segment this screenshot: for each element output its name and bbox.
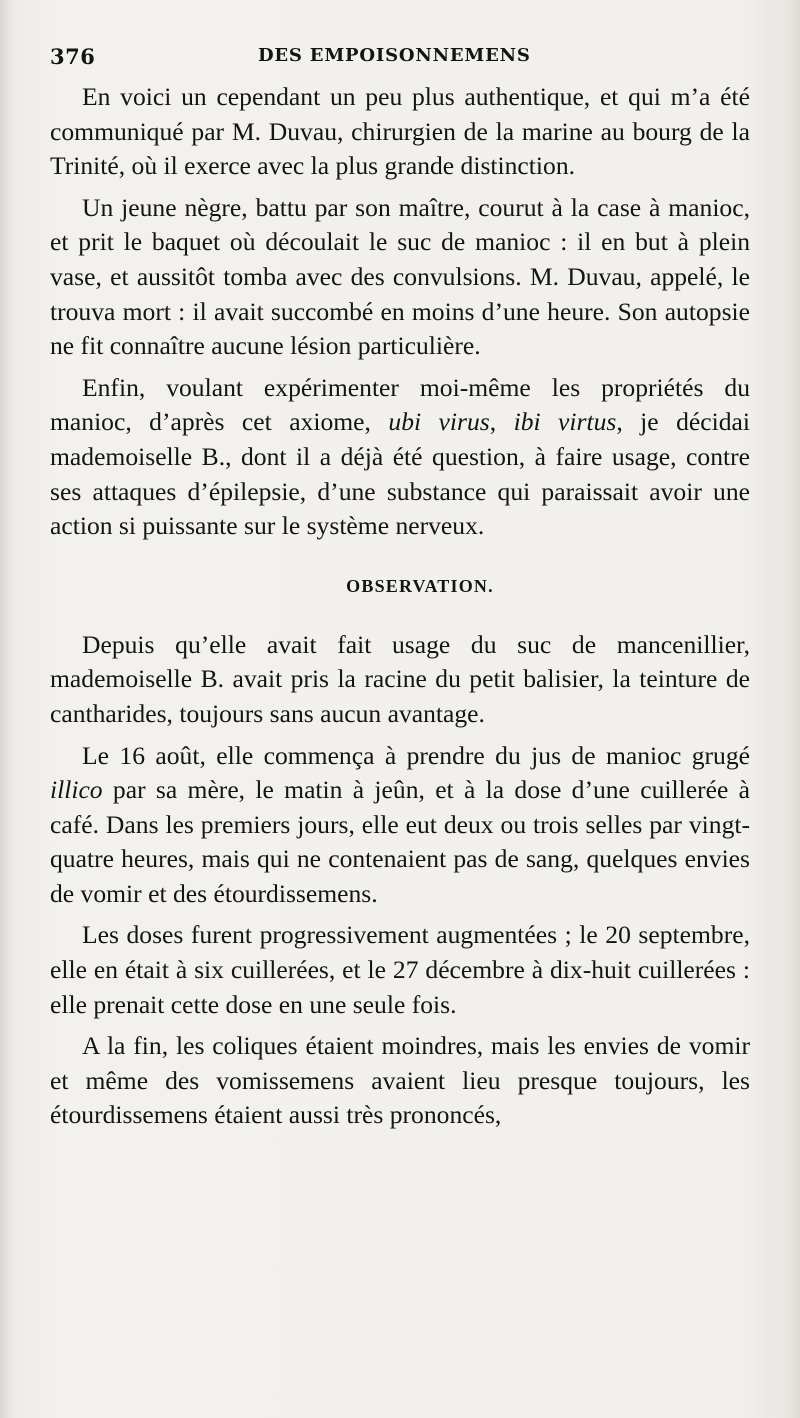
latin-phrase-1: ubi virus — [388, 407, 490, 437]
paragraph-3-part-c: , je décidai mademoiselle B., dont il a déjà été question, à faire usage, contre ses attaques d’épilepsie, d’une substance qui paraissait avoir une action si puissante sur le système nerveux. — [50, 407, 750, 541]
paragraph-6: Les doses furent progressivement augmentées ; le 20 septembre, elle en était à six cuillerées, et le 27 décembre à dix-huit cuillerées : elle prenait cette dose en une seule fois. — [50, 920, 750, 1019]
paragraph-5-part-b: par sa mère, le matin à jeûn, et à la dose d’une cuillerée à café. Dans les premiers jours, elle eut deux ou trois selles par vingt-quatre heures, mais qui ne contenaient pas de sang, quelques envies de vomir et des étourdissemens. — [50, 775, 750, 908]
paragraph-5 — [50, 739, 750, 912]
running-head: DES EMPOISONNEMENS — [258, 45, 531, 66]
paragraph-3 — [50, 371, 750, 544]
paragraph-4: Depuis qu’elle avait fait usage du suc de mancenillier, mademoiselle B. avait pris la racine du petit balisier, la teinture de cantharides, toujours sans aucun avantage. — [50, 629, 750, 728]
page-number: 376 — [50, 44, 96, 69]
paragraph-5-part-a: Le 16 août, elle commença à prendre du jus de manioc grugé — [82, 740, 750, 770]
paragraph-1: En voici un cependant un peu plus authentique, et qui m’a été communiqué par M. Duvau, chirurgien de la marine au bourg de la Trinité, où il exerce avec la plus grande distinction. — [50, 82, 750, 181]
paragraph-7: A la fin, les coliques étaient moindres, mais les envies de vomir et même des vomissemens avaient lieu presque toujours, les étourdissemens étaient aussi très prononcés, — [50, 1031, 750, 1130]
latin-phrase-2: ibi virtus — [513, 407, 617, 437]
body-text — [50, 80, 750, 1133]
section-title: OBSERVATION. — [346, 575, 494, 596]
page-header — [50, 44, 750, 74]
latin-word: illico — [50, 775, 103, 805]
paragraph-3-part-b: , — [489, 407, 514, 437]
paragraph-3-part-a: Enfin, voulant expérimenter moi-même les propriétés du manioc, d’après cet axiome, — [50, 372, 750, 437]
paragraph-2: Un jeune nègre, battu par son maître, courut à la case à manioc, et prit le baquet où découlait le suc de manioc : il en but à plein vase, et aussitôt tomba avec des convulsions. M. Duvau, appelé, le trouva mort : il avait succombé en moins d’une heure. Son autopsie ne fit connaître aucune lésion particulière. — [50, 192, 750, 361]
